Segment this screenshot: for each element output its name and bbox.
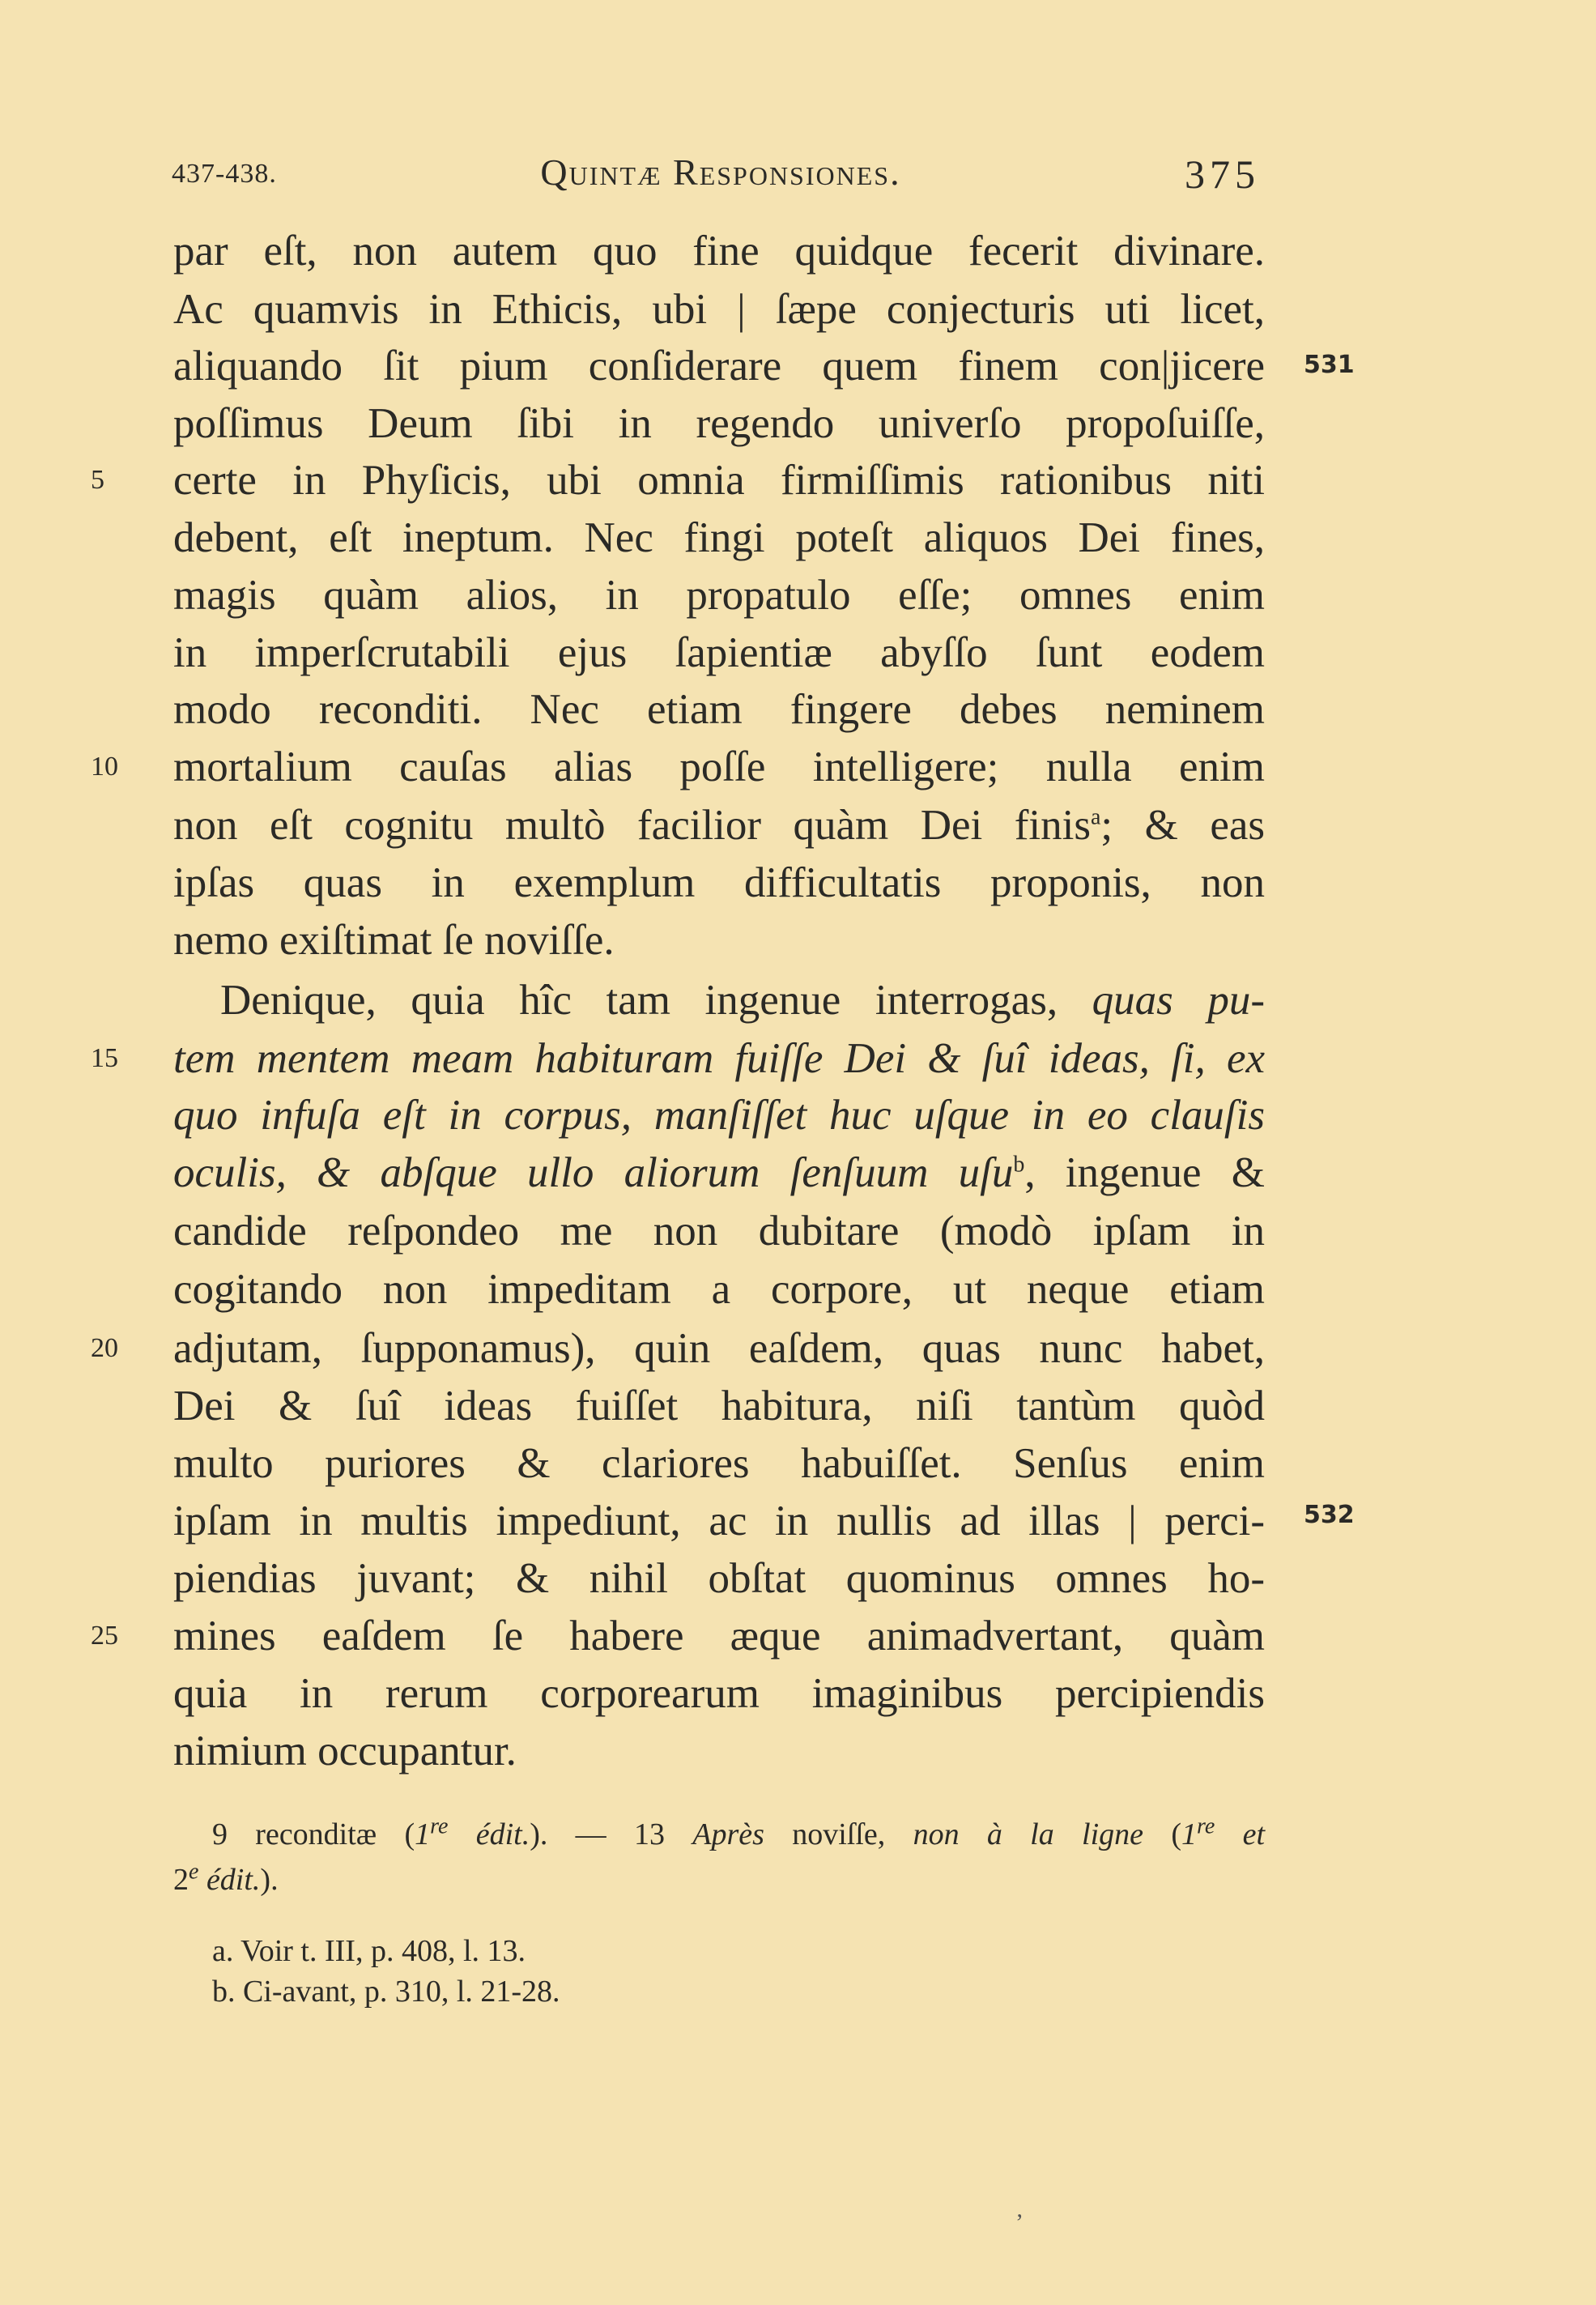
note-run: Après [692,1817,764,1851]
note-run: 2 [173,1863,189,1897]
text-line: in imperſcrutabili ejus ſapientiæ abyſſo ſunt eodem [173,629,1265,676]
text-line [173,797,1265,854]
note-run: 9 reconditæ ( [212,1817,415,1851]
note-run: ). — 13 [530,1817,693,1851]
note-run: et [1215,1817,1266,1851]
text-line: mortalium cauſas alias poſſe intelligere; nulla enim [173,743,1265,790]
running-header [172,151,1270,199]
text-line [220,972,1265,1029]
italic-run: quas pu- [1092,977,1266,1024]
text-line: quo infuſa eſt in corpus, manſiſſet huc uſque in eo clauſis [173,1092,1265,1139]
text-run: non eſt cognitu multò facilior quàm Dei finis [173,802,1091,849]
header-page-number: 375 [1185,151,1260,197]
text-line: mines eaſdem ſe habere æque animadvertant, quàm [173,1613,1265,1660]
text-line: aliquando ſit pium conſiderare quem finem con|jicere [173,343,1265,390]
stray-mark: ʼ [1015,2209,1024,2236]
note-run: 1 [1181,1817,1197,1851]
text-line: cogitando non impeditam a corpore, ut neque etiam [173,1266,1265,1313]
line-number: 20 [91,1333,118,1363]
footnote: b. Ci-avant, p. 310, l. 21-28. [212,1975,560,2009]
text-line: ipſam in multis impediunt, ac in nullis ad illas | perci- [173,1498,1265,1544]
note-run: édit. [198,1863,261,1897]
text-line: nemo exiſtimat ſe noviſſe. [173,917,615,964]
text-line: multo puriores & clariores habuiſſet. Senſus enim [173,1440,1265,1487]
text-line: certe in Phyſicis, ubi omnia firmiſſimis rationibus niti [173,457,1265,504]
note-sup: re [1196,1813,1215,1839]
header-page-range: 437-438. [172,159,277,189]
note-sup: re [430,1813,449,1839]
header-title: Quintæ Responsiones. [540,151,901,193]
text-line: ipſas quas in exemplum difficultatis proponis, non [173,859,1265,906]
text-line: debent, eſt ineptum. Nec fingi poteſt aliquos Dei fines, [173,514,1265,561]
text-line: modo reconditi. Nec etiam fingere debes neminem [173,686,1265,733]
text-line: magis quàm alios, in propatulo eſſe; omnes enim [173,572,1265,619]
line-number: 10 [91,752,118,782]
footnote-marker: b [1013,1152,1025,1178]
margin-reference: 531 [1304,351,1355,379]
text-line: tem mentem meam habituram fuiſſe Dei & ſuî ideas, ſi, ex [173,1035,1265,1082]
line-number: 25 [91,1621,118,1651]
text-run: Denique, quia hîc tam ingenue interrogas, [220,977,1092,1024]
variant-note-cont [173,1860,1265,1900]
text-line: adjutam, ſupponamus), quin eaſdem, quas nunc habet, [173,1325,1265,1372]
footnote: a. Voir t. III, p. 408, l. 13. [212,1934,526,1968]
text-line: piendias juvant; & nihil obſtat quominus omnes ho- [173,1555,1265,1602]
note-run: ). [260,1863,279,1897]
note-run: noviſſe, [764,1817,913,1851]
note-run: ( [1143,1817,1181,1851]
text-line [173,1144,1265,1201]
note-run: non à la ligne [913,1817,1144,1851]
note-sup: e [189,1859,199,1885]
text-line: candide reſpondeo me non dubitare (modò ipſam in [173,1208,1265,1255]
text-run: , ingenue & [1024,1149,1266,1196]
note-run: édit. [448,1817,530,1851]
line-number: 15 [91,1043,118,1073]
variant-note [212,1814,1265,1855]
note-run: 1 [415,1817,431,1851]
line-number: 5 [91,465,104,495]
text-line: poſſimus Deum ſibi in regendo univerſo propoſuiſſe, [173,400,1265,447]
text-line: Ac quamvis in Ethicis, ubi | ſæpe conjecturis uti licet, [173,286,1265,333]
text-line: nimium occupantur. [173,1728,517,1775]
italic-run: oculis, & abſque ullo aliorum ſenſuum uſu [173,1149,1014,1196]
text-line: par eſt, non autem quo fine quidque fecerit divinare. [173,228,1265,275]
margin-reference: 532 [1304,1501,1355,1529]
footnote-marker: a [1090,804,1101,830]
text-line: quia in rerum corporearum imaginibus percipiendis [173,1670,1265,1717]
text-line: Dei & ſuî ideas fuiſſet habitura, niſi tantùm quòd [173,1383,1265,1429]
text-run: ; & eas [1100,802,1265,849]
